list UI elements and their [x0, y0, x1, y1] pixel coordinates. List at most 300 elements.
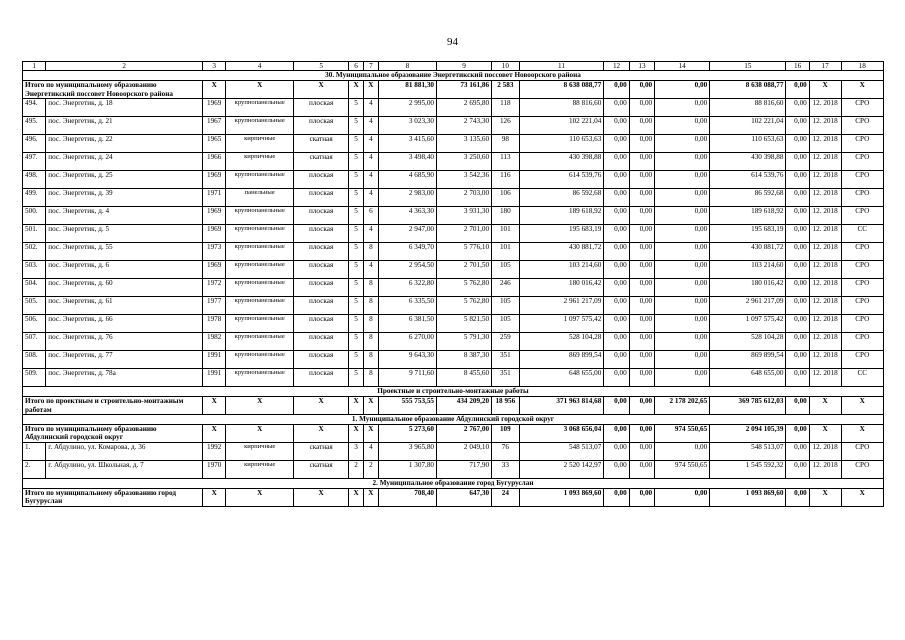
table-cell: 1965 [203, 135, 226, 153]
table-cell: крупнопанельные [226, 315, 294, 333]
table-cell: 2 094 105,39 [710, 425, 786, 443]
table-cell: X [349, 488, 364, 506]
table-cell: 3 415,60 [378, 135, 436, 153]
table-cell: 98 [492, 135, 520, 153]
table-cell: 86 592,68 [710, 189, 786, 207]
table-cell: 0,00 [786, 135, 809, 153]
table-cell: 4 [363, 135, 378, 153]
table-cell: 9 711,60 [378, 369, 436, 387]
table-cell: 3 [349, 442, 364, 460]
table-cell: 3 135,60 [437, 135, 492, 153]
table-cell: 0,00 [786, 207, 809, 225]
table-cell: 0,00 [786, 99, 809, 117]
table-cell: 4 [363, 117, 378, 135]
table-cell: 0,00 [786, 442, 809, 460]
table-cell: 12. 2018 [809, 117, 841, 135]
table-cell: крупнопанельные [226, 225, 294, 243]
table-cell: кирпичные [226, 442, 294, 460]
table-cell: X [363, 425, 378, 443]
table-row [23, 351, 884, 369]
total-row [23, 425, 884, 443]
table-cell: 0,00 [786, 425, 809, 443]
table-cell: 1973 [203, 243, 226, 261]
table-cell: 351 [492, 351, 520, 369]
table-cell: 180 [492, 207, 520, 225]
table-cell: X [349, 397, 364, 415]
table-cell: СРО [841, 243, 883, 261]
table-cell: 351 [492, 369, 520, 387]
table-cell: 0,00 [629, 99, 654, 117]
table-cell: 6 322,80 [378, 279, 436, 297]
table-cell: 12. 2018 [809, 99, 841, 117]
table-body [23, 62, 884, 507]
table-cell: 259 [492, 333, 520, 351]
table-cell: Проектные и строительно-монтажные работы [23, 387, 884, 397]
table-cell: 2 520 142,97 [519, 460, 604, 478]
table-cell: 0,00 [604, 135, 629, 153]
table-cell: 0,00 [604, 117, 629, 135]
table-cell: кирпичные [226, 135, 294, 153]
table-cell: 0,00 [655, 189, 710, 207]
table-cell: скатная [294, 153, 349, 171]
table-cell: СРО [841, 297, 883, 315]
table-cell: 5 [349, 99, 364, 117]
table-cell: X [226, 488, 294, 506]
table-cell: 2 947,00 [378, 225, 436, 243]
table-cell: 12. 2018 [809, 135, 841, 153]
table-cell: 430 881,72 [519, 243, 604, 261]
table-cell: 2 767,00 [437, 425, 492, 443]
table-cell: 3 498,40 [378, 153, 436, 171]
total-row [23, 397, 884, 415]
table-cell: 6 270,00 [378, 333, 436, 351]
table-row [23, 153, 884, 171]
table-cell: 0,00 [604, 297, 629, 315]
table-cell: 110 653,63 [710, 135, 786, 153]
table-cell: X [203, 425, 226, 443]
column-number-cell: 12 [604, 62, 629, 71]
table-cell: 1977 [203, 297, 226, 315]
table-cell: 0,00 [629, 153, 654, 171]
table-cell: кирпичные [226, 460, 294, 478]
table-cell: 2 961 217,09 [519, 297, 604, 315]
table-cell: 4 [363, 225, 378, 243]
table-cell: 2 995,00 [378, 99, 436, 117]
table-cell: 12. 2018 [809, 225, 841, 243]
table-cell: 0,00 [786, 225, 809, 243]
table-cell: 1991 [203, 351, 226, 369]
table-cell: 4 [363, 153, 378, 171]
table-cell: 1972 [203, 279, 226, 297]
column-number-row [23, 62, 884, 71]
table-cell: 2 701,50 [437, 261, 492, 279]
table-cell: 2 695,80 [437, 99, 492, 117]
table-cell: X [809, 425, 841, 443]
table-cell: 189 618,92 [710, 207, 786, 225]
table-row [23, 261, 884, 279]
column-number-cell: 16 [786, 62, 809, 71]
table-cell: X [294, 488, 349, 506]
table-cell: 500. [23, 207, 46, 225]
table-cell: пос. Энергетик, д. 25 [46, 171, 203, 189]
table-cell: 0,00 [604, 460, 629, 478]
table-cell: 5 [349, 279, 364, 297]
table-cell: X [841, 425, 883, 443]
table-cell: 4 [363, 261, 378, 279]
table-cell: 5 791,30 [437, 333, 492, 351]
table-cell: плоская [294, 315, 349, 333]
table-cell: 195 683,19 [519, 225, 604, 243]
column-number-cell: 2 [46, 62, 203, 71]
table-cell: 2 583 [492, 81, 520, 99]
table-cell: пос. Энергетик, д. 6 [46, 261, 203, 279]
table-cell: 105 [492, 297, 520, 315]
table-cell: 505. [23, 297, 46, 315]
table-row [23, 333, 884, 351]
table-cell: 1 307,80 [378, 460, 436, 478]
table-cell: 0,00 [655, 225, 710, 243]
table-cell: 0,00 [629, 297, 654, 315]
table-cell: 246 [492, 279, 520, 297]
table-cell: 0,00 [629, 225, 654, 243]
table-cell: 3 023,30 [378, 117, 436, 135]
table-cell: СРО [841, 99, 883, 117]
table-cell: X [294, 397, 349, 415]
table-cell: 2. [23, 460, 46, 478]
table-cell: 0,00 [786, 369, 809, 387]
table-cell: 86 592,68 [519, 189, 604, 207]
table-cell: 3 542,36 [437, 171, 492, 189]
table-cell: 1 093 869,60 [710, 488, 786, 506]
table-cell: пос. Энергетик, д. 4 [46, 207, 203, 225]
table-cell: 0,00 [655, 315, 710, 333]
table-cell: 548 513,07 [519, 442, 604, 460]
table-cell: 12. 2018 [809, 189, 841, 207]
table-cell: 434 209,20 [437, 397, 492, 415]
table-cell: пос. Энергетик, д. 66 [46, 315, 203, 333]
column-number-cell: 18 [841, 62, 883, 71]
table-cell: 430 398,88 [710, 153, 786, 171]
table-cell: крупнопанельные [226, 351, 294, 369]
table-cell: 0,00 [655, 135, 710, 153]
table-cell: 4 [363, 442, 378, 460]
table-cell: 0,00 [786, 460, 809, 478]
table-cell: 2 961 217,09 [710, 297, 786, 315]
table-cell: 0,00 [786, 315, 809, 333]
table-cell: 0,00 [655, 369, 710, 387]
table-cell: 0,00 [655, 333, 710, 351]
table-cell: 3 250,60 [437, 153, 492, 171]
table-cell: 1969 [203, 261, 226, 279]
table-cell: СРО [841, 135, 883, 153]
table-cell: 2 954,50 [378, 261, 436, 279]
table-cell: 5 [349, 351, 364, 369]
table-cell: плоская [294, 117, 349, 135]
table-cell: X [363, 81, 378, 99]
table-cell: 2 701,00 [437, 225, 492, 243]
table-cell: 5 [349, 315, 364, 333]
table-cell: Итого по муниципальному образованию Абдулинский городской округ [23, 425, 203, 443]
table-cell: 1967 [203, 117, 226, 135]
table-cell: 105 [492, 315, 520, 333]
table-cell: 430 881,72 [710, 243, 786, 261]
table-row [23, 297, 884, 315]
table-cell: плоская [294, 243, 349, 261]
total-row [23, 488, 884, 506]
table-cell: 8 638 088,77 [710, 81, 786, 99]
table-cell: 0,00 [655, 117, 710, 135]
table-cell: плоская [294, 333, 349, 351]
column-number-cell: 11 [519, 62, 604, 71]
table-row [23, 117, 884, 135]
table-cell: 0,00 [655, 243, 710, 261]
table-cell: 6 335,50 [378, 297, 436, 315]
table-cell: 0,00 [604, 189, 629, 207]
table-cell: 0,00 [604, 243, 629, 261]
table-cell: 494. [23, 99, 46, 117]
table-cell: X [226, 81, 294, 99]
table-cell: 502. [23, 243, 46, 261]
table-cell: 1. Муниципальное образование Абдулинский городской округ [23, 415, 884, 425]
table-cell: 0,00 [655, 297, 710, 315]
table-cell: Итого по муниципальному образованию город Бугуруслан [23, 488, 203, 506]
table-cell: 180 016,42 [710, 279, 786, 297]
table-cell: X [363, 397, 378, 415]
table-cell: 528 104,28 [710, 333, 786, 351]
table-cell: 5 [349, 261, 364, 279]
table-cell: кирпичные [226, 153, 294, 171]
table-row [23, 135, 884, 153]
table-cell: 0,00 [604, 351, 629, 369]
table-cell: 0,00 [655, 279, 710, 297]
table-cell: X [203, 488, 226, 506]
page-number: 94 [447, 36, 458, 48]
table-cell: 0,00 [629, 333, 654, 351]
table-cell: 102 221,04 [710, 117, 786, 135]
column-number-cell: 8 [378, 62, 436, 71]
table-cell: 503. [23, 261, 46, 279]
table-cell: 5 [349, 225, 364, 243]
table-cell: крупнопанельные [226, 261, 294, 279]
table-cell: г. Абдулино, ул. Школьная, д. 7 [46, 460, 203, 478]
table-cell: 0,00 [655, 488, 710, 506]
table-cell: 12. 2018 [809, 243, 841, 261]
table-cell: плоская [294, 351, 349, 369]
table-cell: 113 [492, 153, 520, 171]
table-cell: 0,00 [604, 81, 629, 99]
table-cell: 5 776,10 [437, 243, 492, 261]
table-cell: X [841, 488, 883, 506]
table-cell: 8 638 088,77 [519, 81, 604, 99]
table-row [23, 243, 884, 261]
table-cell: 0,00 [629, 207, 654, 225]
table-cell: 12. 2018 [809, 153, 841, 171]
table-cell: пос. Энергетик, д. 77 [46, 351, 203, 369]
table-cell: 0,00 [629, 243, 654, 261]
table-cell: 4 [363, 99, 378, 117]
table-cell: 2 703,00 [437, 189, 492, 207]
table-cell: 12. 2018 [809, 460, 841, 478]
table-cell: 614 539,76 [710, 171, 786, 189]
table-cell: 88 816,60 [710, 99, 786, 117]
table-cell: 2 983,00 [378, 189, 436, 207]
table-cell: 105 [492, 261, 520, 279]
table-cell: 1971 [203, 189, 226, 207]
table-cell: 4 685,90 [378, 171, 436, 189]
table-cell: 647,30 [437, 488, 492, 506]
table-cell: X [841, 397, 883, 415]
table-cell: 0,00 [604, 261, 629, 279]
table-cell: 0,00 [786, 397, 809, 415]
table-cell: 8 [363, 297, 378, 315]
table-cell: 555 753,55 [378, 397, 436, 415]
table-cell: 0,00 [786, 297, 809, 315]
table-cell: СРО [841, 261, 883, 279]
capital-repair-table [22, 61, 884, 507]
table-cell: 195 683,19 [710, 225, 786, 243]
table-cell: крупнопанельные [226, 369, 294, 387]
table-cell: 0,00 [604, 207, 629, 225]
table-cell: скатная [294, 442, 349, 460]
table-cell: 528 104,28 [519, 333, 604, 351]
table-cell: 5 762,80 [437, 297, 492, 315]
table-cell: 6 349,70 [378, 243, 436, 261]
table-cell: 708,40 [378, 488, 436, 506]
table-cell: 9 643,30 [378, 351, 436, 369]
table-cell: пос. Энергетик, д. 5 [46, 225, 203, 243]
table-cell: 3 068 656,04 [519, 425, 604, 443]
table-cell: 0,00 [655, 81, 710, 99]
table-cell: 8 [363, 279, 378, 297]
table-cell: 0,00 [604, 425, 629, 443]
table-cell: 1 097 575,42 [710, 315, 786, 333]
table-cell: плоская [294, 279, 349, 297]
table-cell: 110 653,63 [519, 135, 604, 153]
table-cell: 0,00 [629, 369, 654, 387]
table-cell: СРО [841, 189, 883, 207]
table-cell: X [809, 81, 841, 99]
table-row [23, 315, 884, 333]
table-cell: СРО [841, 153, 883, 171]
table-cell: 0,00 [629, 279, 654, 297]
table-cell: 869 899,54 [710, 351, 786, 369]
table-cell: скатная [294, 460, 349, 478]
table-cell: 506. [23, 315, 46, 333]
table-cell: 1966 [203, 153, 226, 171]
table-cell: 504. [23, 279, 46, 297]
table-cell: 5 [349, 171, 364, 189]
table-cell: 0,00 [655, 261, 710, 279]
column-number-cell: 4 [226, 62, 294, 71]
table-cell: плоская [294, 189, 349, 207]
table-cell: 0,00 [786, 488, 809, 506]
table-cell: 101 [492, 243, 520, 261]
table-cell: 73 161,86 [437, 81, 492, 99]
table-cell: 717,90 [437, 460, 492, 478]
table-cell: 496. [23, 135, 46, 153]
table-cell: пос. Энергетик, д. 76 [46, 333, 203, 351]
table-cell: X [841, 81, 883, 99]
table-cell: 6 381,50 [378, 315, 436, 333]
table-cell: 0,00 [655, 442, 710, 460]
section-heading-row [23, 478, 884, 488]
table-cell: СРО [841, 460, 883, 478]
table-cell: 0,00 [629, 397, 654, 415]
table-cell: СРО [841, 207, 883, 225]
table-cell: пос. Энергетик, д. 24 [46, 153, 203, 171]
table-cell: 0,00 [629, 425, 654, 443]
table-cell: Итого по проектным и строительно-монтажным работам [23, 397, 203, 415]
table-cell: 2 743,30 [437, 117, 492, 135]
table-cell: 1 545 592,32 [710, 460, 786, 478]
table-cell: 0,00 [629, 488, 654, 506]
column-number-cell: 15 [710, 62, 786, 71]
table-cell: плоская [294, 99, 349, 117]
table-cell: 76 [492, 442, 520, 460]
table-cell: 12. 2018 [809, 333, 841, 351]
table-cell: 189 618,92 [519, 207, 604, 225]
table-cell: крупнопанельные [226, 333, 294, 351]
table-cell: 0,00 [629, 315, 654, 333]
table-row [23, 99, 884, 117]
table-cell: 974 550,65 [655, 460, 710, 478]
table-cell: 648 655,00 [710, 369, 786, 387]
table-cell: 1969 [203, 99, 226, 117]
table-cell: 0,00 [604, 99, 629, 117]
table-cell: плоская [294, 261, 349, 279]
table-cell: 5 [349, 117, 364, 135]
table-cell: 507. [23, 333, 46, 351]
table-cell: 30. Муниципальное образование Энергетикский поссовет Новоорского района [23, 71, 884, 81]
table-cell: пос. Энергетик, д. 55 [46, 243, 203, 261]
table-cell: 2 178 202,65 [655, 397, 710, 415]
total-row [23, 81, 884, 99]
table-cell: 0,00 [629, 351, 654, 369]
table-cell: СРО [841, 315, 883, 333]
table-cell: X [349, 81, 364, 99]
table-cell: 1970 [203, 460, 226, 478]
table-cell: 548 513,07 [710, 442, 786, 460]
table-row [23, 225, 884, 243]
table-cell: пос. Энергетик, д. 22 [46, 135, 203, 153]
table-row [23, 189, 884, 207]
table-cell: плоская [294, 297, 349, 315]
table-cell: 2 [349, 460, 364, 478]
column-number-cell: 5 [294, 62, 349, 71]
table-cell: 3 931,30 [437, 207, 492, 225]
table-cell: 116 [492, 171, 520, 189]
table-cell: 1969 [203, 225, 226, 243]
table-cell: 106 [492, 189, 520, 207]
table-cell: 3 965,80 [378, 442, 436, 460]
table-cell: 0,00 [604, 171, 629, 189]
table-cell: 18 956 [492, 397, 520, 415]
table-cell: 0,00 [786, 279, 809, 297]
column-number-cell: 13 [629, 62, 654, 71]
table-cell: СРО [841, 171, 883, 189]
table-cell: 2. Муниципальное образование город Бугуруслан [23, 478, 884, 488]
table-cell: 501. [23, 225, 46, 243]
table-cell: 0,00 [786, 333, 809, 351]
table-cell: 509. [23, 369, 46, 387]
table-cell: 6 [363, 207, 378, 225]
table-cell: 0,00 [786, 243, 809, 261]
table-cell: 0,00 [604, 225, 629, 243]
table-cell: 0,00 [786, 117, 809, 135]
table-cell: 12. 2018 [809, 171, 841, 189]
column-number-cell: 9 [437, 62, 492, 71]
table-cell: 5 [349, 297, 364, 315]
